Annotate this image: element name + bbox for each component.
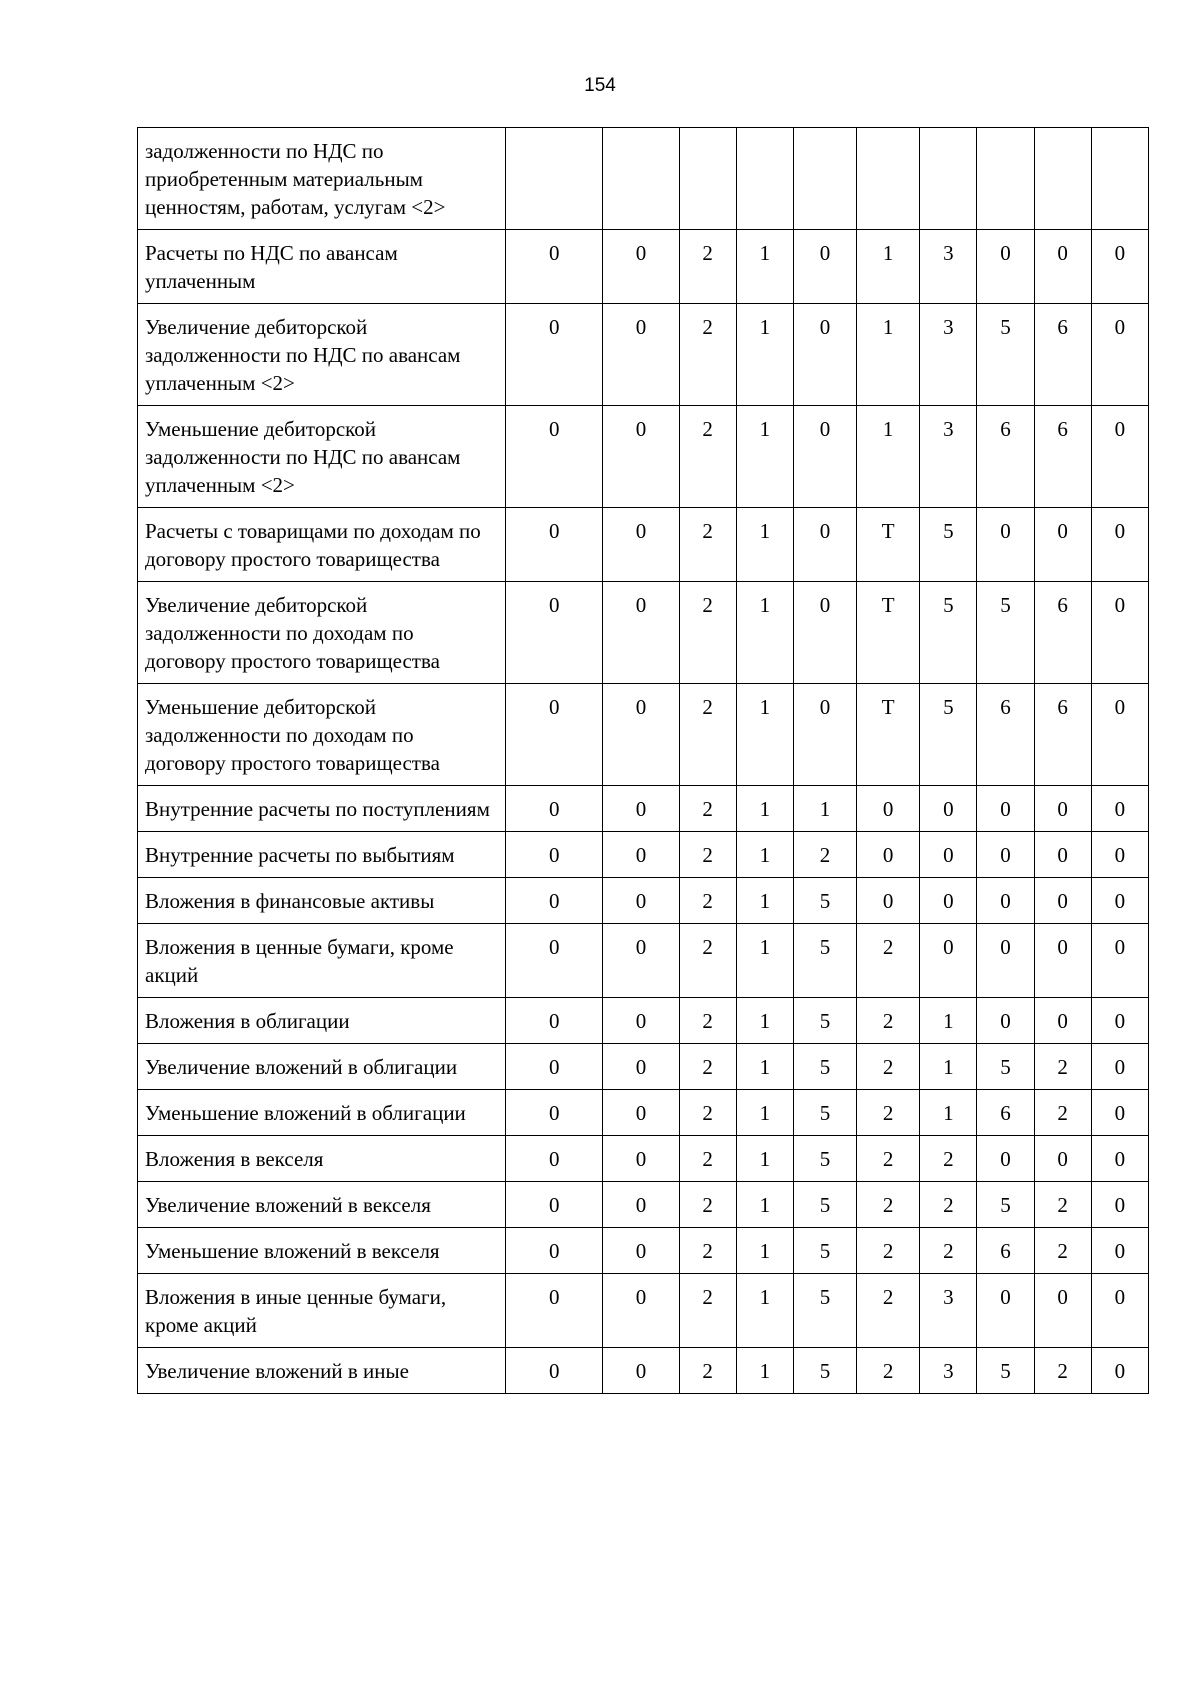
code-digit-cell: 0 [1091,1182,1148,1228]
code-digit-cell: 0 [1091,998,1148,1044]
code-digit-cell: 0 [1034,998,1091,1044]
code-digit-cell: 3 [920,1348,977,1394]
code-digit-cell: 0 [603,786,679,832]
code-digit-cell: 5 [977,582,1034,684]
code-digit-cell: 2 [679,684,736,786]
code-digit-cell: 0 [506,304,603,406]
code-digit-cell: 0 [603,998,679,1044]
code-digit-cell: 5 [920,508,977,582]
code-digit-cell: 0 [603,508,679,582]
code-digit-cell [1091,128,1148,230]
code-digit-cell: 1 [736,1090,793,1136]
code-digit-cell: 0 [977,924,1034,998]
code-digit-cell [736,128,793,230]
code-digit-cell: 0 [506,1090,603,1136]
code-digit-cell: 0 [506,924,603,998]
code-digit-cell: 5 [793,998,856,1044]
code-digit-cell: 2 [793,832,856,878]
code-digit-cell: 1 [736,230,793,304]
table-row [138,1274,1149,1348]
code-digit-cell: Т [857,582,920,684]
code-digit-cell: 2 [1034,1044,1091,1090]
row-label: Внутренние расчеты по поступлениям [138,786,506,832]
code-digit-cell: 1 [736,304,793,406]
code-digit-cell [603,128,679,230]
code-digit-cell: 0 [793,230,856,304]
code-digit-cell: 0 [793,508,856,582]
table-row [138,1182,1149,1228]
code-digit-cell: 1 [736,406,793,508]
code-digit-cell: 5 [793,1182,856,1228]
code-digit-cell: 0 [1034,924,1091,998]
code-digit-cell: 1 [736,1044,793,1090]
code-digit-cell: 2 [920,1136,977,1182]
code-digit-cell: 0 [1091,684,1148,786]
table-row [138,304,1149,406]
code-digit-cell: 1 [736,878,793,924]
code-digit-cell [977,128,1034,230]
code-digit-cell: 2 [679,786,736,832]
code-digit-cell: 6 [977,1090,1034,1136]
table-body [138,128,1149,1394]
code-digit-cell: 0 [506,1044,603,1090]
code-digit-cell: 0 [603,684,679,786]
code-digit-cell: 0 [603,1228,679,1274]
code-digit-cell: 0 [1034,832,1091,878]
code-digit-cell: 5 [977,304,1034,406]
code-digit-cell: 2 [679,1090,736,1136]
code-digit-cell: 0 [603,832,679,878]
code-digit-cell: 1 [736,998,793,1044]
code-digit-cell: 2 [857,1274,920,1348]
table-row [138,1090,1149,1136]
table-row [138,998,1149,1044]
row-label: Уменьшение дебиторской задолженности по доходам по договору простого товарищества [138,684,506,786]
table-row [138,1136,1149,1182]
code-digit-cell: 1 [736,1182,793,1228]
code-digit-cell: 2 [679,230,736,304]
code-digit-cell: 0 [793,406,856,508]
code-digit-cell: 0 [1034,878,1091,924]
table-row [138,924,1149,998]
code-digit-cell: 0 [1091,1136,1148,1182]
code-digit-cell: 0 [1034,508,1091,582]
code-digit-cell: 0 [506,1228,603,1274]
code-digit-cell: 5 [793,924,856,998]
row-label: Вложения в ценные бумаги, кроме акций [138,924,506,998]
code-digit-cell: 0 [603,304,679,406]
table-row [138,406,1149,508]
code-digit-cell: 5 [977,1182,1034,1228]
code-digit-cell: 0 [506,582,603,684]
code-digit-cell: 2 [857,1348,920,1394]
code-digit-cell: 2 [857,1228,920,1274]
row-label: Увеличение дебиторской задолженности по НДС по авансам уплаченным <2> [138,304,506,406]
code-digit-cell [679,128,736,230]
code-digit-cell: 5 [977,1348,1034,1394]
code-digit-cell: 0 [506,508,603,582]
code-digit-cell: 0 [1091,1044,1148,1090]
code-digit-cell: 5 [793,1348,856,1394]
code-digit-cell: 0 [506,230,603,304]
code-digit-cell: 0 [1091,832,1148,878]
code-digit-cell: 0 [1034,1136,1091,1182]
code-digit-cell: 1 [736,582,793,684]
row-label: Увеличение вложений в векселя [138,1182,506,1228]
code-digit-cell: 0 [603,924,679,998]
code-digit-cell: 1 [736,924,793,998]
table-row [138,878,1149,924]
code-digit-cell: 2 [679,1274,736,1348]
code-digit-cell: 0 [1091,1090,1148,1136]
code-digit-cell: 0 [1034,1274,1091,1348]
code-digit-cell: 5 [793,1274,856,1348]
code-digit-cell: 1 [736,684,793,786]
code-digit-cell: 1 [736,1348,793,1394]
code-digit-cell: 0 [920,786,977,832]
row-label: Расчеты с товарищами по доходам по договору простого товарищества [138,508,506,582]
code-digit-cell: 0 [977,998,1034,1044]
code-digit-cell: 0 [506,878,603,924]
code-digit-cell: 1 [736,1228,793,1274]
code-digit-cell: 6 [1034,684,1091,786]
code-digit-cell: 0 [920,878,977,924]
code-digit-cell: 0 [603,1090,679,1136]
code-digit-cell [857,128,920,230]
code-digit-cell: 0 [793,684,856,786]
code-digit-cell: 6 [977,1228,1034,1274]
code-digit-cell: 0 [506,406,603,508]
code-digit-cell: 2 [1034,1228,1091,1274]
code-digit-cell: 3 [920,1274,977,1348]
code-digit-cell: 5 [920,684,977,786]
code-digit-cell: 0 [1091,508,1148,582]
code-digit-cell: 0 [1091,786,1148,832]
code-digit-cell: 0 [603,1136,679,1182]
code-digit-cell: 1 [736,508,793,582]
code-digit-cell: 0 [977,878,1034,924]
code-digit-cell: 0 [603,1274,679,1348]
code-digit-cell: 0 [1091,1348,1148,1394]
code-digit-cell: 1 [736,1274,793,1348]
row-label: Расчеты по НДС по авансам уплаченным [138,230,506,304]
code-digit-cell: 5 [793,1044,856,1090]
code-digit-cell: 0 [506,1136,603,1182]
code-digit-cell [506,128,603,230]
code-digit-cell: 6 [977,406,1034,508]
code-digit-cell: 1 [920,998,977,1044]
code-digit-cell: 0 [793,304,856,406]
code-digit-cell: 1 [920,1044,977,1090]
code-digit-cell: 3 [920,304,977,406]
code-digit-cell: 2 [679,406,736,508]
code-digit-cell: 1 [736,832,793,878]
code-digit-cell: 5 [920,582,977,684]
code-digit-cell: 0 [857,786,920,832]
code-digit-cell: 2 [679,924,736,998]
code-digit-cell: 2 [857,998,920,1044]
code-digit-cell: 0 [977,508,1034,582]
code-digit-cell [793,128,856,230]
row-label: Уменьшение вложений в векселя [138,1228,506,1274]
code-digit-cell: 2 [679,508,736,582]
code-digit-cell: 2 [679,1348,736,1394]
code-digit-cell: 5 [793,1136,856,1182]
code-digit-cell: 0 [977,230,1034,304]
code-digit-cell: 0 [603,1044,679,1090]
code-digit-cell: 3 [920,230,977,304]
code-digit-cell: 5 [793,878,856,924]
code-digit-cell: 2 [920,1182,977,1228]
table-row [138,684,1149,786]
code-digit-cell: 0 [857,832,920,878]
code-digit-cell: 0 [977,1136,1034,1182]
page-number: 154 [584,75,616,96]
table-row [138,128,1149,230]
row-label: Уменьшение вложений в облигации [138,1090,506,1136]
row-label: задолженности по НДС по приобретенным материальным ценностям, работам, услугам <2> [138,128,506,230]
code-digit-cell: 2 [679,1136,736,1182]
code-digit-cell: 0 [1091,582,1148,684]
code-digit-cell: 0 [603,230,679,304]
code-digit-cell: 0 [977,786,1034,832]
code-digit-cell: 5 [793,1228,856,1274]
code-digit-cell: 0 [603,878,679,924]
code-digit-cell: 0 [1091,230,1148,304]
code-digit-cell: 0 [1091,924,1148,998]
row-label: Увеличение дебиторской задолженности по доходам по договору простого товарищества [138,582,506,684]
code-digit-cell: 2 [857,1136,920,1182]
table-row [138,1348,1149,1394]
code-digit-cell: 0 [1091,878,1148,924]
code-digit-cell: Т [857,684,920,786]
code-digit-cell: 0 [1034,786,1091,832]
code-digit-cell [920,128,977,230]
table-row [138,786,1149,832]
code-digit-cell: 1 [736,786,793,832]
code-digit-cell: 3 [920,406,977,508]
code-digit-cell: 0 [603,1182,679,1228]
code-digit-cell: 0 [506,832,603,878]
code-digit-cell: 2 [679,582,736,684]
code-digit-cell [1034,128,1091,230]
code-digit-cell: 2 [1034,1182,1091,1228]
code-digit-cell: Т [857,508,920,582]
code-digit-cell: 0 [977,832,1034,878]
code-digit-cell: 0 [603,1348,679,1394]
code-digit-cell: 5 [977,1044,1034,1090]
code-digit-cell: 0 [1091,1228,1148,1274]
code-digit-cell: 2 [679,1182,736,1228]
table-row [138,230,1149,304]
row-label: Вложения в векселя [138,1136,506,1182]
table-row [138,582,1149,684]
code-digit-cell: 1 [857,304,920,406]
code-digit-cell: 6 [1034,582,1091,684]
row-label: Увеличение вложений в иные [138,1348,506,1394]
code-digit-cell: 1 [736,1136,793,1182]
code-digit-cell: 1 [793,786,856,832]
code-digit-cell: 2 [679,998,736,1044]
table-row [138,832,1149,878]
code-digit-cell: 2 [857,1044,920,1090]
row-label: Вложения в финансовые активы [138,878,506,924]
code-digit-cell: 0 [1091,1274,1148,1348]
code-digit-cell: 2 [857,1090,920,1136]
code-digit-cell: 0 [506,998,603,1044]
code-digit-cell: 0 [506,684,603,786]
code-digit-cell: 6 [1034,304,1091,406]
table-row [138,508,1149,582]
row-label: Вложения в иные ценные бумаги, кроме акций [138,1274,506,1348]
code-digit-cell: 2 [1034,1090,1091,1136]
code-digit-cell: 0 [506,1274,603,1348]
row-label: Вложения в облигации [138,998,506,1044]
code-digit-cell: 6 [977,684,1034,786]
code-digit-cell: 2 [679,832,736,878]
code-digit-cell: 0 [977,1274,1034,1348]
code-digit-cell: 6 [1034,406,1091,508]
code-digit-cell: 0 [793,582,856,684]
code-digit-cell: 0 [506,1348,603,1394]
code-digit-cell: 2 [679,304,736,406]
account-codes-table [137,127,1149,1394]
code-digit-cell: 0 [506,786,603,832]
code-digit-cell: 1 [920,1090,977,1136]
code-digit-cell: 0 [603,406,679,508]
code-digit-cell: 2 [679,1044,736,1090]
code-digit-cell: 0 [1034,230,1091,304]
code-digit-cell: 5 [793,1090,856,1136]
row-label: Внутренние расчеты по выбытиям [138,832,506,878]
code-digit-cell: 2 [920,1228,977,1274]
code-digit-cell: 0 [603,582,679,684]
table-row [138,1044,1149,1090]
code-digit-cell: 0 [920,924,977,998]
code-digit-cell: 2 [1034,1348,1091,1394]
code-digit-cell: 0 [857,878,920,924]
code-digit-cell: 0 [506,1182,603,1228]
code-digit-cell: 1 [857,406,920,508]
code-digit-cell: 0 [1091,304,1148,406]
code-digit-cell: 0 [1091,406,1148,508]
code-digit-cell: 2 [857,924,920,998]
table-row [138,1228,1149,1274]
row-label: Уменьшение дебиторской задолженности по НДС по авансам уплаченным <2> [138,406,506,508]
code-digit-cell: 2 [857,1182,920,1228]
code-digit-cell: 1 [857,230,920,304]
code-digit-cell: 2 [679,878,736,924]
row-label: Увеличение вложений в облигации [138,1044,506,1090]
code-digit-cell: 0 [920,832,977,878]
code-digit-cell: 2 [679,1228,736,1274]
